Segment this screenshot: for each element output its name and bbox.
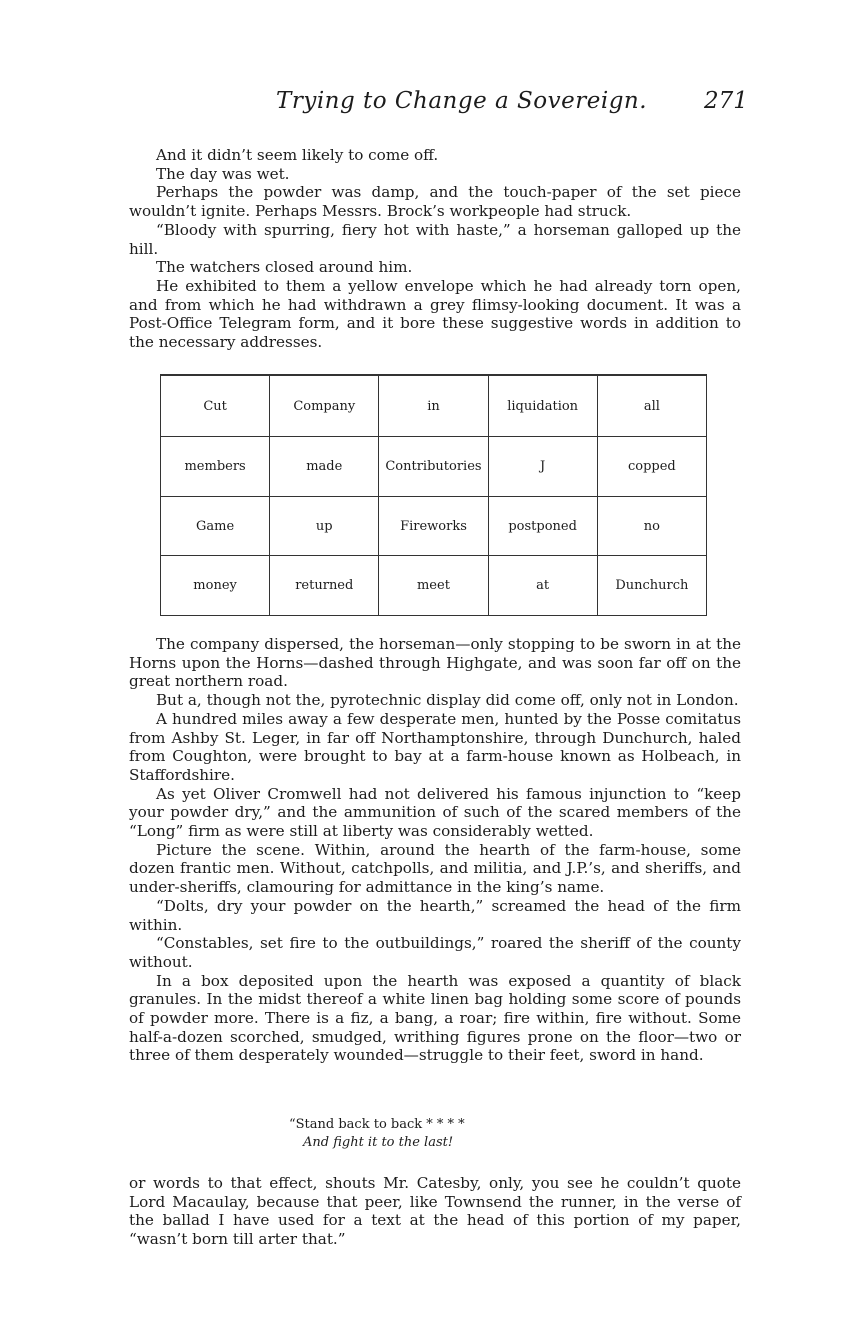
table-cell: in [379, 375, 488, 437]
table-cell: members [161, 437, 270, 497]
table-cell: made [270, 437, 379, 497]
table-cell: liquidation [488, 375, 597, 437]
table-cell: up [270, 496, 379, 556]
paragraph: But a, though not the, pyrotechnic display did come off, only not in London. [156, 691, 739, 710]
paragraph: As yet Oliver Cromwell had not delivered his famous injunction to “keep your powder dry,” and the ammunition of such of the scared members of the “Long” firm as were still at liberty was considerably wetted. [129, 784, 741, 841]
telegram-form-table [160, 374, 707, 616]
paragraph: Picture the scene. Within, around the hearth of the farm-house, some dozen frantic men. Without, catchpolls, and militia, and J.P.’s, and sheriffs, and under-sheriffs, clamouring for admittance in the king’s name. [129, 840, 741, 897]
table-cell: at [488, 556, 597, 616]
table-cell: postponed [488, 496, 597, 556]
table-cell: returned [270, 556, 379, 616]
paragraph: In a box deposited upon the hearth was exposed a quantity of black granules. In the midst thereof a white linen bag holding some score of pounds of powder more. There is a fiz, a bang, a roar; fire within, fire without. Some half-a-dozen scorched, smudged, writhing figures prone on the floor—two or three of them desperately wounded—struggle to their feet, sword in hand. [129, 971, 741, 1065]
table-row [161, 375, 707, 437]
table-row [161, 496, 707, 556]
page-number: 271 [704, 88, 748, 114]
verse-line: And fight it to the last! [303, 1135, 454, 1150]
table-cell: no [597, 496, 706, 556]
table-cell: Company [270, 375, 379, 437]
table-row [161, 556, 707, 616]
table-cell: Game [161, 496, 270, 556]
table-cell: money [161, 556, 270, 616]
text-block-closing [129, 1174, 741, 1249]
table-cell: J [488, 437, 597, 497]
table-cell: Fireworks [379, 496, 488, 556]
verse-line: “Stand back to back * * * * [289, 1117, 465, 1132]
paragraph: or words to that effect, shouts Mr. Catesby, only, you see he couldn’t quote Lord Macaulay, because that peer, like Townsend the runner, in the verse of the ballad I have used for a text at the head of this portion of my paper, “wasn’t born till arter that.” [129, 1174, 741, 1249]
paragraph: The day was wet. [156, 164, 290, 183]
paragraph: Perhaps the powder was damp, and the touch-paper of the set piece wouldn’t ignite. Perhaps Messrs. Brock’s workpeople had struck. [129, 183, 741, 221]
table-row [161, 437, 707, 497]
table-cell: all [597, 375, 706, 437]
text-block-after-table [129, 635, 741, 1065]
verse-quotation [289, 1116, 465, 1152]
table-cell: meet [379, 556, 488, 616]
paragraph: The company dispersed, the horseman—only stopping to be sworn in at the Horns upon the Horns—dashed through Highgate, and was soon far off on the great northern road. [129, 635, 741, 691]
paragraph: He exhibited to them a yellow envelope which he had already torn open, and from which he had withdrawn a grey flimsy-looking document. It was a Post-Office Telegram form, and it bore these suggestive words in addition to the necessary addresses. [129, 276, 741, 352]
paragraph: “Constables, set fire to the outbuildings,” roared the sheriff of the county without. [129, 934, 741, 971]
paragraph: “Bloody with spurring, fiery hot with haste,” a horseman galloped up the hill. [129, 220, 741, 258]
table-cell: Contributories [379, 437, 488, 497]
table-cell: copped [597, 437, 706, 497]
paragraph: And it didn’t seem likely to come off. [156, 146, 439, 164]
table-cell: Dunchurch [597, 556, 706, 616]
paragraph: A hundred miles away a few desperate men, hunted by the Posse comitatus from Ashby St. Leger, in far off Northamptonshire, through Dunchurch, haled from Coughton, were brought to bay at a farm-house known as Holbeach, in Staffordshire. [129, 709, 741, 784]
table-cell: Cut [161, 375, 270, 437]
paragraph: The watchers closed around him. [156, 258, 413, 277]
text-block-before-table [129, 146, 741, 352]
running-title: Trying to Change a Sovereign. [276, 88, 648, 114]
paragraph: “Dolts, dry your powder on the hearth,” screamed the head of the firm within. [129, 896, 741, 934]
